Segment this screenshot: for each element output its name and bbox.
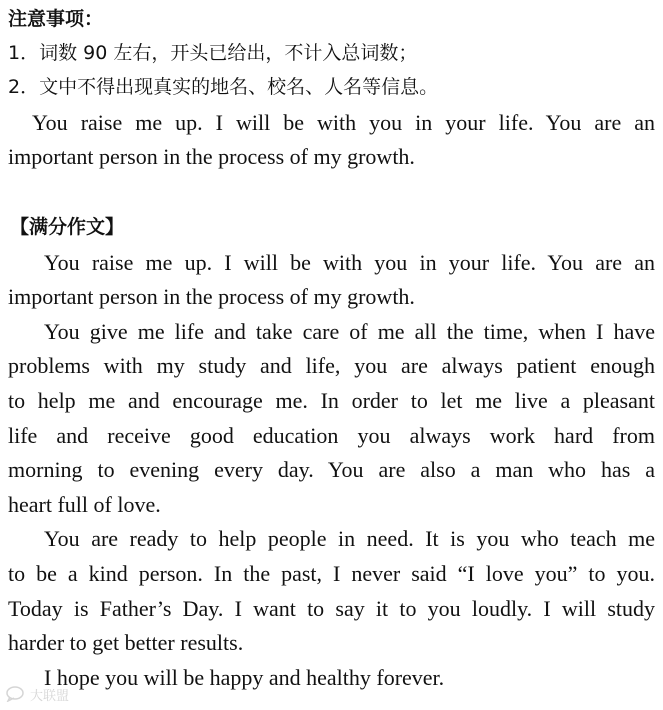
essay-p2-line-6: heart full of love. [8,492,161,517]
essay-p3-line-4: harder to get better results. [8,630,244,655]
essay-p2-line-2: problems with my study and life, you are always patient enough [8,353,655,378]
essay-p1-line-1: You raise me up. I will be with you in your life. You are an [44,250,655,275]
prompt-opening-line-1: You raise me up. I will be with you in your life. You are an [32,110,655,135]
essay-p2-line-5: morning to evening every day. You are also a man who has a [8,457,655,482]
notes-item-2: 2．文中不得出现真实的地名、校名、人名等信息。 [8,76,439,98]
essay-p2-line-1: You give me life and take care of me all the time, when I have [44,319,655,344]
watermark [6,684,69,704]
essay-p2-line-3: to help me and encourage me. In order to let me live a pleasant [8,388,655,413]
watermark-text: 大联盟 [30,688,70,704]
essay-p1-line-2: important person in the process of my growth. [8,284,415,309]
essay-p3-line-2: to be a kind person. In the past, I never said “I love you” to you. [8,561,655,586]
notes-item-1: 1．词数 90 左右，开头已给出，不计入总词数； [8,42,418,64]
essay-p3-line-1: You are ready to help people in need. It is you who teach me [44,526,655,551]
essay-p4-line-1: I hope you will be happy and healthy forever. [44,665,445,690]
prompt-opening-line-2: important person in the process of my growth. [8,144,415,169]
model-essay-heading: 【满分作文】 [10,216,125,238]
chat-bubble-icon [6,686,26,702]
notes-heading: 注意事项： [8,8,104,30]
essay-p2-line-4: life and receive good education you always work hard from [8,423,655,448]
essay-p3-line-3: Today is Father’s Day. I want to say it to you loudly. I will study [8,596,655,621]
